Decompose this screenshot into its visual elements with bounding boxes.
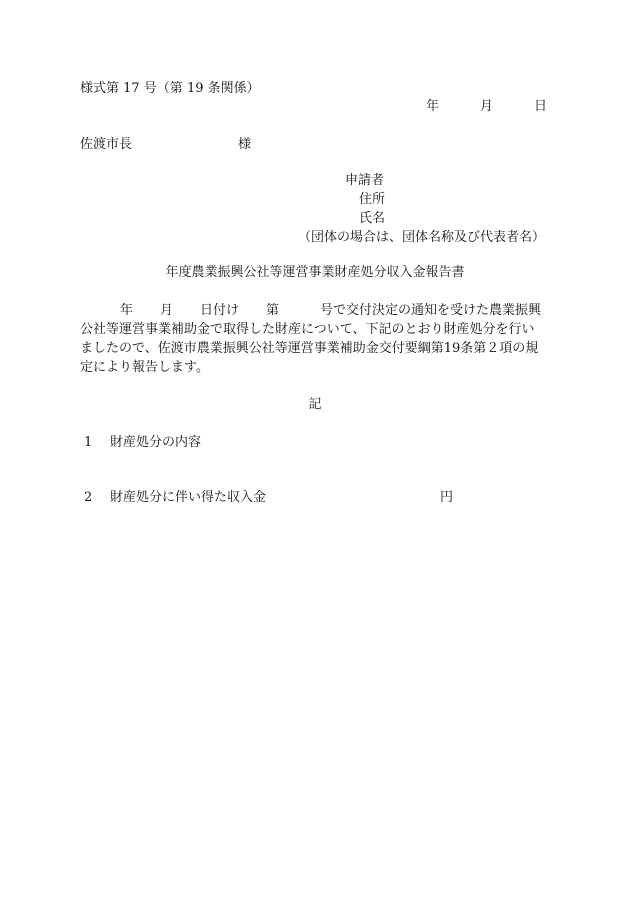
body-line1-rest: 号で交付決定の通知を受けた農業振興 [320,303,542,318]
addressee-honorific: 様 [238,137,252,152]
item-2-number: 2 [84,490,93,505]
applicant-label: 申請者 [345,173,385,188]
body-year: 年 [120,303,134,318]
date-year: 年 [426,99,440,114]
ki-heading: 記 [308,397,322,412]
document-title: 年度農業振興公社等運営事業財産処分収入金報告書 [165,265,465,280]
item-2 [84,489,266,507]
date-line [0,98,630,116]
body-line-3: ましたので、佐渡市農業振興公社等運営事業補助金交付要綱第19条第２項の規 [80,341,539,356]
item-1-number: 1 [84,435,93,450]
item-1-label: 財産処分の内容 [110,435,202,450]
item-2-unit: 円 [440,490,454,505]
body-month: 月 [160,303,174,318]
date-month: 月 [480,99,494,114]
form-number: 様式第 17 号（第 19 条関係） [80,81,260,96]
body-line-2: 公社等運営事業補助金で取得した財産について、下記のとおり財産処分を行い [80,322,535,337]
body-dated: 日付け [200,303,240,318]
body-dai: 第 [266,303,280,318]
applicant-note: （団体の場合は、団体名称及び代表者名） [298,230,546,245]
date-day: 日 [534,99,548,114]
applicant-address-label: 住所 [359,192,386,207]
applicant-name-label: 氏名 [359,211,386,226]
addressee-name: 佐渡市長 [80,137,133,152]
item-2-label: 財産処分に伴い得た収入金 [110,490,267,505]
body-line-4: 定により報告します。 [80,360,209,375]
item-1 [84,434,201,452]
body-line-1 [80,302,550,320]
